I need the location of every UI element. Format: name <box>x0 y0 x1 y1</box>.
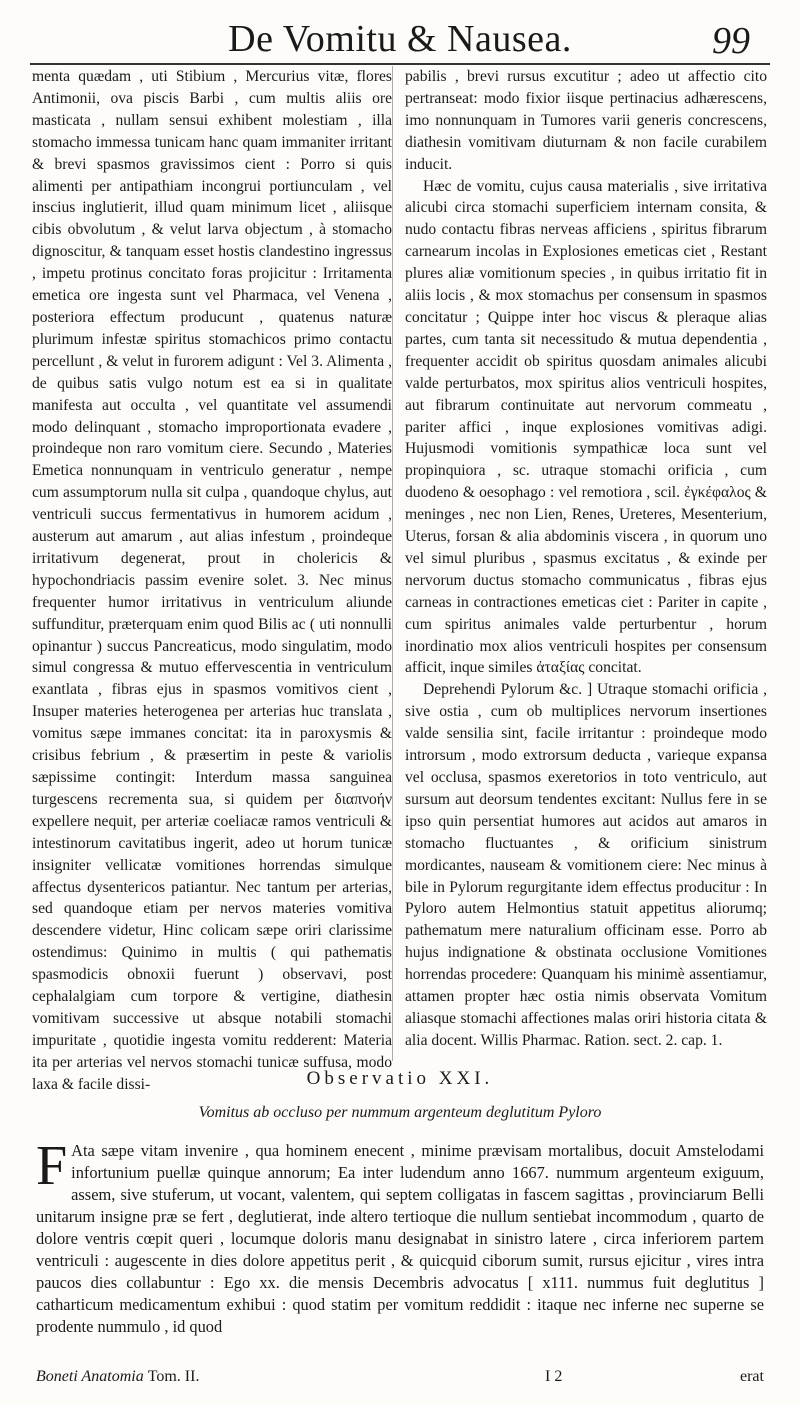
observation-subtitle: Vomitus ab occluso per nummum argenteum deglutitum Pyloro <box>198 1104 602 1121</box>
left-paragraph-1: menta quædam , uti Stibium , Mercurius vitæ, flores Antimonii, ova piscis Barbi , cum multis aliis ore masticata , nullam sensui exhibent molestiam , illa stomacho immessa tunicam hanc quam immaniter irritant & brevi spasmos gravissimos cient : Porro si quis alimenti per antipathiam incongrui portiunculam , vel inscius inglutierit, illud quam minimum licet , aliisque cibis obvolutum , & velut larva objectum , à stomacho dignoscitur, & tanquam esset hostis clandestino ingressus , impetu protinus concitato foras projicitur : Irritamenta emetica ore ingesta sunt vel Pharmaca, vel Venena , posteriora effectum producunt , quatenus naturæ plurimum infestæ spiritus stomachicos primo contactu percellunt , & velut in furorem adigunt : Vel 3. Alimenta , de quibus satis vulgo notum est ea si in qualitate manifesta aut occulta , vel quantitate vel assumendi modo delinquant , stomacho improportionata evadere , proindeque non raro vomitum ciere. Secundo , Materies Emetica nonnunquam in ventriculo generatur , nempe cum assumptorum nulla sit culpa , quandoque chylus, aut ventriculi succus fermentativus in humorem acidum , austerum aut amarum , aut alias infestum , proindeque irritativum degenerat, prout in cholericis & hypochondriacis passim evenire solet. 3. Nec minus frequenter humor irritativus in ventriculum aliunde suffunditur, præterquam enim quod Bilis ac ( uti nonnulli opinantur ) succus Pancreaticus, modo singulatim, modo simul congressa & mutuo effervescentia in ventriculum exantlata , fibras ejus in spasmos vomitivos cient , Insuper materies heterogenea per arterias huc translata , vomitus sæpe immanes concitat: ita in paroxysmis & crisibus febrium , & præsertim in peste & variolis sæpissime contingit: Interdum massa sanguinea turgescens recrementa sua, si quidem per διαπνοήν expellere nequit, per arteriæ coeliacæ ramos ventriculi & intestinorum cavitatibus ingerit, adeo ut horum tunicæ insigniter vellicatæ vomitiones horrendas simulque affectus dysentericos patiantur. Nec tantum per arterias, sed quandoque etiam per nervos materies vomitiva descendere videtur, Hinc colicam sæpe oriri clarissime ostendimus: Quinimo in multis ( qui pathematis spasmodicis obnoxii fuerunt ) observavi, post cephalalgiam cum torpore & vertigine, diathesin vomitivam successive ut absque notabili stomachi impuritate , quotidie ingesta vomitu redderent: Materia ita per arterias vel nervos stomachi tunicæ suffusa, modo laxa & facile dissi- <box>32 68 392 1093</box>
running-title: De Vomitu & Nausea. <box>228 18 572 60</box>
drop-cap: F <box>36 1135 68 1197</box>
right-paragraph-3: Deprehendi Pylorum &c. ] Utraque stomachi orificia , sive ostia , cum ob multiplices nervorum insertiones valde sensilia sint, facile irritantur : proindeque modo introrsum , modo extrorsum deducta , varieque expansa vel occlusa, spasmos exeretorios in toto ventriculo, aut sursum aut deorsum tendentes excitant: Nullus fere in se ipso quin persentiat humores aut acidos aut amaros in stomacho fluctuantes , & orificium sinistrum mordicantes, nauseam & vomitionem ciere: Nec minus à bile in Pylorum regurgitante idem effectus producitur : In Pyloro autem Helmontius statuit appetitus aliorumq; pathematum mere naturalium officinam esse. Porro ab hujus indignatione & obstinata occlusione Vomitiones horrendas procedere: Quanquam his minimè assentiamur, attamen propter hæc ostia nimis observata Vomitum aliasque stomachi affectiones malas oriri historia citata & alia docent. Willis Pharmac. Ration. sect. 2. cap. 1. <box>405 681 767 1049</box>
header-rule <box>30 63 770 65</box>
right-paragraph-1: pabilis , brevi rursus excutitur ; adeo ut affectio cito pertranseat: modo fixior iisque pertinacius adhærescens, imo nonnunquam in Tumores varii generis concrescens, diathesin vomitivam diuturnam & non facile curabilem inducit. <box>405 68 767 173</box>
observation-body <box>36 1135 764 1362</box>
signature-title: Boneti Anatomia <box>36 1368 144 1385</box>
left-column <box>32 66 392 1093</box>
footer-signature <box>36 1366 199 1388</box>
column-divider <box>392 66 393 1061</box>
right-column <box>405 66 767 1061</box>
page-number: 99 <box>712 20 750 62</box>
right-paragraph-2: Hæc de vomitu, cujus causa materialis , sive irritativa alicubi circa stomachi superficiem internam consita, & nudo contactu fibras nerveas afficiens , spiritus fibrarum carnearum incolas in Explosiones emeticas ciet , Restant plures aliæ vomitionum species , in quibus irritatio fit in aliis locis , & mox stomachus per consensum in spasmos concitatur ; Quippe inter hoc viscus & pleraque alias partes, cum tanta sit necessitudo & mutua dependentia , frequenter accidit ob spiritus quosdam animales alicubi valde perturbatos, mox spiritus alios ventriculi hospites, aut fibrarum continuitate aut nervorum commeatu , pariter affici , inque explosiones vomitivas adigi. Hujusmodi vomitionis sympathicæ loca sunt vel propinquiora , sc. utraque stomachi orificia , cum duodeno & oesophago : vel remotiora , scil. ἐγκέφαλος & meninges , nec non Lien, Renes, Ureteres, Mesenterium, Uterus, forsan & alia abdominis viscera , in quorum uno vel simul pluribus , spasmus excitatus , & exinde per nervorum ductus stomacho communicatus , fibras ejus carneas in contractiones emeticas ciet : Pariter in capite , cum spiritus animales valde perturbentur , horum inordinatio mox alios ventriculi hospites per consensum afficit, inque similes ἀταξίας concitat. <box>405 177 767 677</box>
observation-text: Ata sæpe vitam invenire , qua hominem enecent , minime prævisam mortalibus, docuit Amstelodami infortunium puellæ quinque annorum; Ea inter ludendum anno 1667. nummum argenteum exiguum, assem, sive stuferum, ut vocant, valentem, qui septem colligatas in fascem sagittas , provinciarum Belli unitarum insigne præ se fert , deglutierat, inde altero tertioque die nullum sentiebat incommodum , quarto de dolore ventris cœpit queri , locumque doloris manu designabat in sinistro latere , circa inferiorem partem ventriculi : augescente in dies dolore appetitus perit , & quicquid ciborum sumit, rursus ejicitur , vires intra paucos dies collabuntur : Ego xx. die mensis Decembris advocatus [ x111. nummus fuit deglutitus ] catharticum medicamentum exhibui : quod statim per vomitum reddidit : itaque nec inferne nec superne se prodente nummulo , id quod <box>36 1141 764 1336</box>
signature-mark: I 2 <box>545 1368 563 1385</box>
volume-label: Tom. II. <box>147 1368 200 1385</box>
catchword: erat <box>740 1368 764 1385</box>
observation-heading: Observatio XXI. <box>306 1068 494 1089</box>
